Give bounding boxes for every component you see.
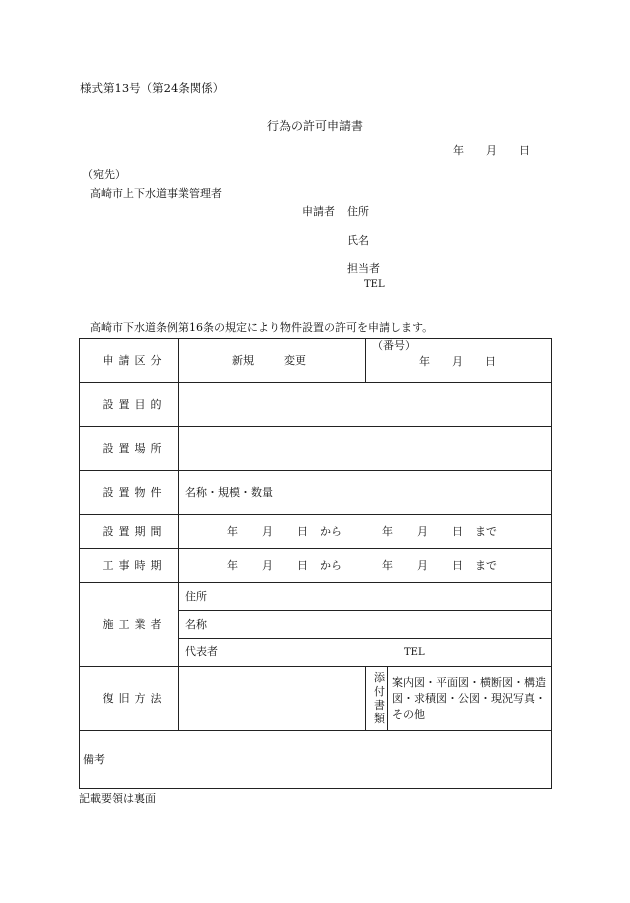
addressee-label: （宛先） [82,168,126,181]
date-day-label: 日 [519,144,530,157]
row-restoration [80,667,552,731]
row-construction-period [80,549,552,583]
construction-end-month: 月 [417,558,428,572]
construction-period-label: 工事時期 [80,549,179,583]
contractor-address-label: 住所 [185,589,207,603]
application-type-options[interactable] [179,339,366,383]
restoration-field[interactable] [179,667,366,731]
construction-start-day: 日 [297,558,308,572]
attachments-label: 添 付 書 類 [366,667,388,731]
purpose-field[interactable] [179,383,552,427]
date-year-label: 年 [453,144,464,157]
application-type-label: 申請区分 [80,339,179,383]
contractor-name-label: 名称 [185,617,207,631]
period-start-month: 月 [262,524,273,538]
row-purpose [80,383,552,427]
object-field[interactable] [179,471,552,515]
application-date-month: 月 [452,355,463,368]
addressee: 高崎市上下水道事業管理者 [90,187,222,200]
period-label: 設置期間 [80,515,179,549]
object-label: 設置物件 [80,471,179,515]
applicant-contact-label: 担当者 [347,262,380,275]
construction-start-month: 月 [262,558,273,572]
form-number: 様式第13号（第24条関係） [80,81,225,95]
construction-period-field[interactable] [179,549,552,583]
applicant-tel-label: TEL [364,279,385,290]
application-statement: 高崎市下水道条例第16条の規定により物件設置の許可を申請します。 [90,321,434,334]
construction-to: まで [475,558,497,572]
applicant-name-label: 氏名 [347,234,369,247]
construction-end-day: 日 [452,558,463,572]
contractor-representative-field[interactable] [179,639,552,667]
contractor-representative-label: 代表者 [185,645,218,659]
contractor-address-field[interactable] [179,583,552,611]
period-field[interactable] [179,515,552,549]
application-date-day: 日 [485,355,496,368]
construction-from: から [320,558,342,572]
location-label: 設置場所 [80,427,179,471]
footer-note: 記載要領は裏面 [79,792,156,805]
construction-end-year: 年 [382,558,393,572]
purpose-label: 設置目的 [80,383,179,427]
period-start-day: 日 [297,524,308,538]
row-period [80,515,552,549]
remarks-label: 備考 [83,753,105,767]
period-from: から [320,524,342,538]
application-number-label: （番号） [372,339,416,352]
location-field[interactable] [179,427,552,471]
date-month-label: 月 [486,144,497,157]
period-end-month: 月 [417,524,428,538]
application-number-cell[interactable] [366,339,552,383]
application-date-year: 年 [419,355,430,368]
row-application-type [80,339,552,383]
contractor-name-field[interactable] [179,611,552,639]
option-new[interactable]: 新規 [232,353,254,367]
period-start-year: 年 [227,524,238,538]
row-location [80,427,552,471]
row-remarks [80,731,552,789]
row-object [80,471,552,515]
construction-start-year: 年 [227,558,238,572]
contractor-label: 施工業者 [80,583,179,667]
applicant-label: 申請者 [302,205,335,218]
page-title: 行為の許可申請書 [266,119,363,133]
application-form-table [79,338,552,789]
applicant-address-label: 住所 [347,205,369,218]
period-end-year: 年 [382,524,393,538]
period-end-day: 日 [452,524,463,538]
option-change[interactable]: 変更 [284,353,306,367]
restoration-label: 復旧方法 [80,667,179,731]
attachments-list: 案内図・平面図・横断図・構造図・求積図・公図・現況写真・その他 [388,667,552,731]
period-to: まで [475,524,497,538]
row-contractor-address [80,583,552,611]
remarks-field[interactable] [80,731,552,789]
application-date [366,352,551,369]
contractor-tel-label: TEL [404,647,425,659]
date-line [453,144,530,157]
object-hint: 名称・規模・数量 [185,485,273,499]
